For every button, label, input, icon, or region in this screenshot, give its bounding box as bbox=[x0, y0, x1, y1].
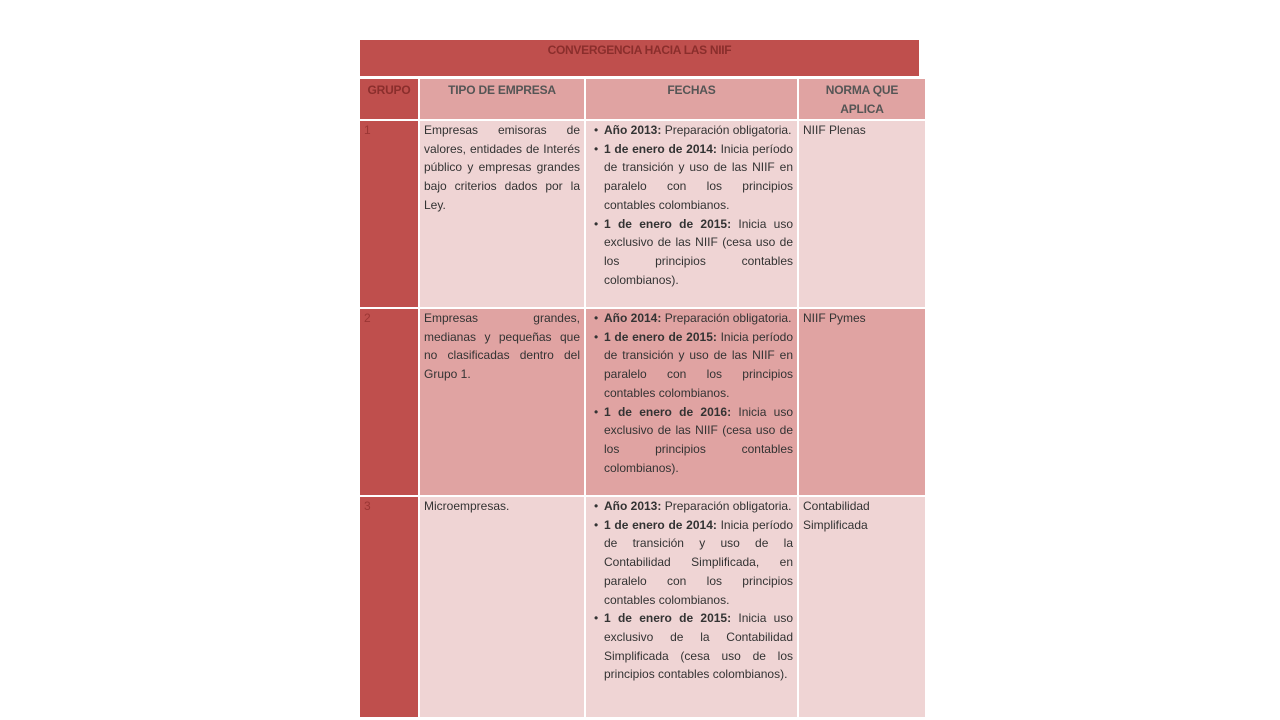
norma-cell: NIIF Pymes bbox=[799, 309, 925, 497]
header-row bbox=[360, 79, 925, 121]
grupo-number: 1 bbox=[364, 123, 371, 137]
fecha-item: • 1 de enero de 2015: Inicia período de transición y uso de las NIIF en paralelo con los principios contables colombianos. bbox=[590, 328, 793, 403]
fecha-item: • 1 de enero de 2015: Inicia uso exclusivo de la Contabilidad Simplificada (cesa uso de los principios contables colombianos). bbox=[590, 609, 793, 684]
tipo-empresa-cell: Microempresas. bbox=[420, 497, 584, 719]
fechas-list bbox=[590, 309, 793, 477]
grupo-number: 3 bbox=[364, 499, 371, 513]
grupo-cell bbox=[360, 121, 418, 309]
norma-cell: NIIF Plenas bbox=[799, 121, 925, 309]
tipo-empresa-cell: Empresas grandes, medianas y pequeñas que no clasificadas dentro del Grupo 1. bbox=[420, 309, 584, 497]
fecha-item: • 1 de enero de 2014: Inicia período de transición y uso de las NIIF en paralelo con los principios contables colombianos. bbox=[590, 140, 793, 215]
grupo-cell bbox=[360, 309, 418, 497]
table-row bbox=[360, 121, 925, 309]
table-row bbox=[360, 309, 925, 497]
fechas-list bbox=[590, 121, 793, 289]
tipo-empresa-cell: Empresas emisoras de valores, entidades de Interés público y empresas grandes bajo criterios dados por la Ley. bbox=[420, 121, 584, 309]
grupo-number: 2 bbox=[364, 311, 371, 325]
table-row bbox=[360, 497, 925, 719]
fechas-cell bbox=[586, 309, 797, 497]
fecha-item: • Año 2013: Preparación obligatoria. bbox=[590, 497, 793, 516]
convergence-table bbox=[358, 79, 927, 719]
fecha-item: • Año 2014: Preparación obligatoria. bbox=[590, 309, 793, 328]
convergence-table-sheet bbox=[360, 38, 919, 720]
fecha-item: • 1 de enero de 2014: Inicia período de transición y uso de la Contabilidad Simplificada, en paralelo con los principios contables colombianos. bbox=[590, 516, 793, 610]
grupo-cell bbox=[360, 497, 418, 719]
header-fechas: FECHAS bbox=[586, 79, 797, 121]
table-title: CONVERGENCIA HACIA LAS NIIF bbox=[360, 40, 919, 76]
fechas-list bbox=[590, 497, 793, 684]
fechas-cell bbox=[586, 121, 797, 309]
fecha-item: • 1 de enero de 2016: Inicia uso exclusivo de las NIIF (cesa uso de los principios contables colombianos). bbox=[590, 403, 793, 478]
fecha-item: • Año 2013: Preparación obligatoria. bbox=[590, 121, 793, 140]
header-norma: NORMA QUE APLICA bbox=[799, 79, 925, 121]
header-tipo-empresa: TIPO DE EMPRESA bbox=[420, 79, 584, 121]
fechas-cell bbox=[586, 497, 797, 719]
header-grupo: GRUPO bbox=[360, 79, 418, 121]
norma-cell: Contabilidad Simplificada bbox=[799, 497, 925, 719]
fecha-item: • 1 de enero de 2015: Inicia uso exclusivo de las NIIF (cesa uso de los principios contables colombianos). bbox=[590, 215, 793, 290]
